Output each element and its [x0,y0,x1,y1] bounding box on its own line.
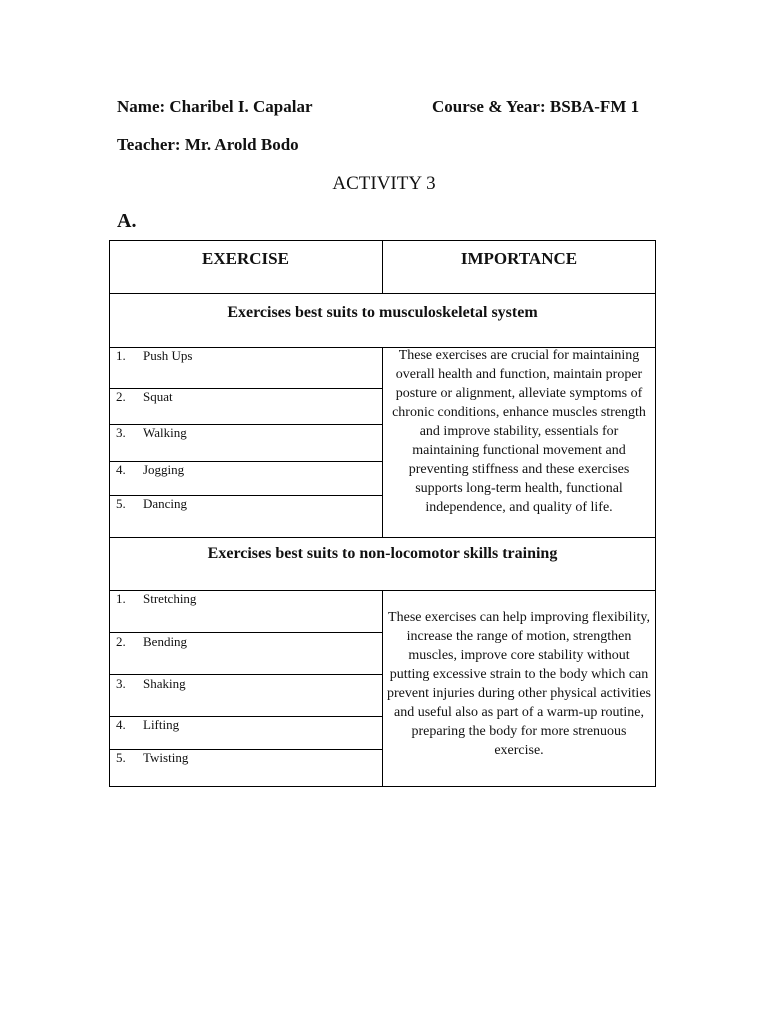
item-label: Push Ups [143,348,193,363]
item-label: Jogging [143,462,185,477]
table-border [109,240,656,787]
item-label: Squat [143,389,173,404]
teacher-name: Teacher: Mr. Arold Bodo [117,135,299,154]
section-label: A. [117,210,137,232]
item-number: 3. [116,425,126,440]
item-number: 2. [116,389,126,404]
group-heading-non-locomotor: Exercises best suits to non-locomotor skills training [207,545,558,562]
item-number: 2. [116,634,126,649]
column-header-importance: IMPORTANCE [460,249,578,268]
item-label: Shaking [143,676,186,691]
item-number: 5. [116,496,126,511]
importance-text-musculoskeletal: These exercises are crucial for maintaining overall health and function, maintain proper posture or alignment, alleviate symptoms of chronic conditions, enhance muscles strength and improve stability, essentials for maintaining functional movement and preventing stiffness and these exercises supports long-term health, functional independence, and quality of life. [392,348,646,515]
item-label: Lifting [143,717,180,732]
item-number: 4. [116,462,126,477]
item-label: Bending [143,634,188,649]
student-name: Name: Charibel I. Capalar [117,97,313,116]
exercise-table [109,240,656,787]
item-number: 1. [116,591,126,606]
item-label: Walking [143,425,187,440]
activity-title: ACTIVITY 3 [332,173,436,194]
column-header-exercise: EXERCISE [202,249,289,268]
item-number: 1. [116,348,126,363]
importance-text-non-locomotor: These exercises can help improving flexibility, increase the range of motion, strengthen muscles, improve core stability without putting excessive strain to the body which can prevent injuries during other physical activities and useful also as part of a warm-up routine, preparing the body for more strenuous exercise. [387,610,651,758]
group-heading-musculoskeletal: Exercises best suits to musculoskeletal system [227,304,538,321]
item-number: 5. [116,750,126,765]
item-label: Dancing [143,496,188,511]
item-number: 3. [116,676,126,691]
item-label: Twisting [143,750,189,765]
item-number: 4. [116,717,126,732]
course-year: Course & Year: BSBA-FM 1 [432,97,640,116]
item-label: Stretching [143,591,197,606]
